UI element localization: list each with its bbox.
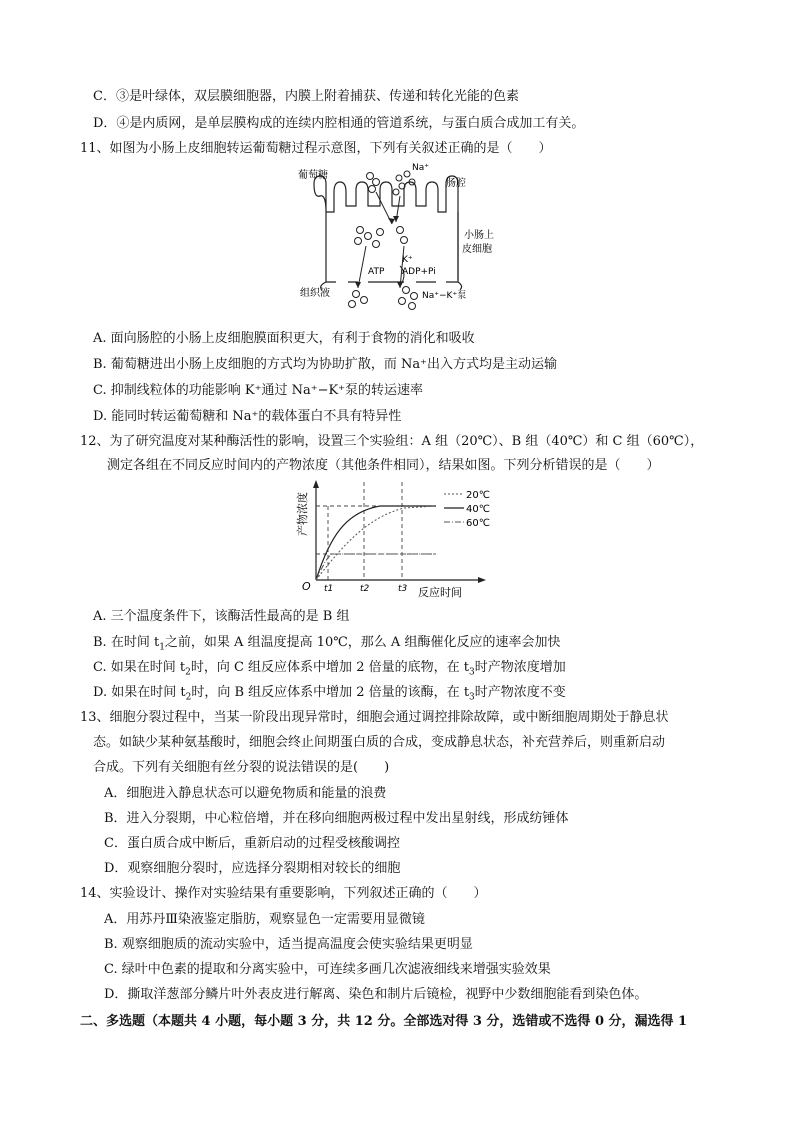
enzyme-activity-chart: [294, 478, 504, 600]
q12-d-text-pre: D. 如果在时间 t: [93, 685, 186, 700]
q12-b-text-post: 之前，如果 A 组温度提高 10℃，那么 A 组酶催化反应的速率会加快: [164, 635, 561, 650]
q12-d-sub2: 3: [469, 692, 475, 703]
series-20c: [316, 506, 436, 580]
diagram-label-k: K⁺: [402, 255, 413, 265]
q12-c-sub1: 2: [185, 667, 191, 678]
q12-option-d: [93, 684, 566, 707]
diagram-label-pump: Na⁺−K⁺泵: [422, 291, 467, 301]
q12-d-text-post: 时产物浓度不变: [474, 685, 566, 700]
q11-option-b: B. 葡萄糖进出小肠上皮细胞的方式均为协助扩散，而 Na⁺出入方式均是主动运输: [93, 357, 557, 372]
q13-option-b: B．进入分裂期，中心粒倍增，并在移向细胞两极过程中发出星射线，形成纺锤体: [104, 811, 569, 826]
q12-c-sub2: 3: [468, 667, 475, 678]
q11-option-a: A. 面向肠腔的小肠上皮细胞膜面积更大，有利于食物的消化和吸收: [93, 331, 475, 346]
q12-c-text-pre: C. 如果在时间 t: [93, 660, 186, 675]
q12-b-text-pre: B. 在时间 t: [93, 635, 160, 650]
diagram-label-na: Na⁺: [412, 163, 429, 173]
small-intestine-cell-diagram: [296, 162, 506, 310]
diagram-label-glucose: 葡萄糖: [298, 170, 328, 181]
legend-60c: 60℃: [466, 518, 490, 529]
q11-option-c: C. 抑制线粒体的功能影响 K⁺通过 Na⁺−K⁺泵的转运速率: [93, 383, 424, 398]
diagram-label-tissue-fluid: 组织液: [300, 288, 330, 299]
series-40c: [316, 506, 436, 580]
q12-c-text-mid: 时，向 C 组反应体系中增加 2 倍量的底物，在 t: [190, 660, 469, 675]
q11-stem: 11、如图为小肠上皮细胞转运葡萄糖过程示意图，下列有关叙述正确的是（ ）: [80, 141, 552, 156]
q14-option-b: B. 观察细胞质的流动实验中，适当提高温度会使实验结果更明显: [104, 937, 473, 952]
diagram-label-cell-1: 小肠上: [464, 230, 494, 241]
diagram-label-adp: ADP+Pi: [402, 267, 436, 277]
q12-b-sub: 1: [159, 642, 165, 653]
origin-label: O: [302, 580, 311, 593]
tick-t1: t1: [324, 584, 334, 594]
q10-option-c: C．③是叶绿体，双层膜细胞器，内膜上附着捕获、传递和转化光能的色素: [93, 89, 519, 104]
x-axis-label: 反应时间: [418, 586, 462, 599]
q14-option-a: A．用苏丹Ⅲ染液鉴定脂肪，观察显色一定需要用显微镜: [104, 912, 425, 927]
q12-option-a: A. 三个温度条件下，该酶活性最高的是 B 组: [93, 609, 350, 624]
q13-stem-line3: 合成。下列有关细胞有丝分裂的说法错误的是( ): [93, 760, 390, 775]
q12-option-c: [93, 659, 566, 682]
q12-d-text-mid: 时，向 B 组反应体系中增加 2 倍量的该酶，在 t: [191, 685, 470, 700]
q14-stem: 14、实验设计、操作对实验结果有重要影响，下列叙述正确的（ ）: [80, 886, 487, 901]
section-2-heading: 二、多选题（本题共 4 小题，每小题 3 分，共 12 分。全部选对得 3 分，选错或不选得 0 分，漏选得 1: [80, 1014, 688, 1029]
q14-option-c: C. 绿叶中色素的提取和分离实验中，可连续多画几次滤液细线来增强实验效果: [104, 962, 551, 977]
q13-option-d: D．观察细胞分裂时，应选择分裂期相对较长的细胞: [104, 861, 401, 876]
q13-stem-line1: 13、细胞分裂过程中，当某一阶段出现异常时，细胞会通过调控排除故障，或中断细胞周期处于静息状: [80, 710, 669, 725]
tick-t2: t2: [360, 584, 370, 594]
diagram-label-atp: ATP: [368, 267, 385, 277]
q14-option-d: D．撕取洋葱部分鳞片叶外表皮进行解离、染色和制片后镜检，视野中少数细胞能看到染色体。: [104, 987, 648, 1002]
q10-option-d: D．④是内质网，是单层膜构成的连续内腔相通的管道系统，与蛋白质合成加工有关。: [93, 116, 585, 131]
q12-option-b: [93, 634, 560, 657]
q12-d-sub1: 2: [185, 692, 192, 703]
q11-option-d: D. 能同时转运葡萄糖和 Na⁺的载体蛋白不具有特异性: [93, 409, 402, 424]
q13-stem-line2: 态。如缺少某种氨基酸时，细胞会终止间期蛋白质的合成，变成静息状态，补充营养后，则重新启动: [93, 735, 666, 750]
diagram-label-cell-2: 皮细胞: [462, 244, 492, 255]
y-axis-label: 产物浓度: [296, 492, 309, 536]
legend-20c: 20℃: [466, 490, 490, 501]
q13-option-a: A．细胞进入静息状态可以避免物质和能量的浪费: [104, 786, 387, 801]
diagram-label-lumen: 肠腔: [446, 178, 466, 189]
legend-40c: 40℃: [466, 504, 490, 515]
q12-stem-line1: 12、为了研究温度对某种酶活性的影响，设置三个实验组：A 组（20℃）、B 组（40℃）和 C 组（60℃），: [80, 434, 704, 449]
q12-c-text-post: 时产物浓度增加: [474, 660, 566, 675]
q13-option-c: C．蛋白质合成中断后，重新启动的过程受核酸调控: [104, 836, 400, 851]
tick-t3: t3: [398, 584, 408, 594]
q12-stem-line2: 测定各组在不同反应时间内的产物浓度（其他条件相同），结果如图。下列分析错误的是（ ）: [107, 458, 660, 473]
